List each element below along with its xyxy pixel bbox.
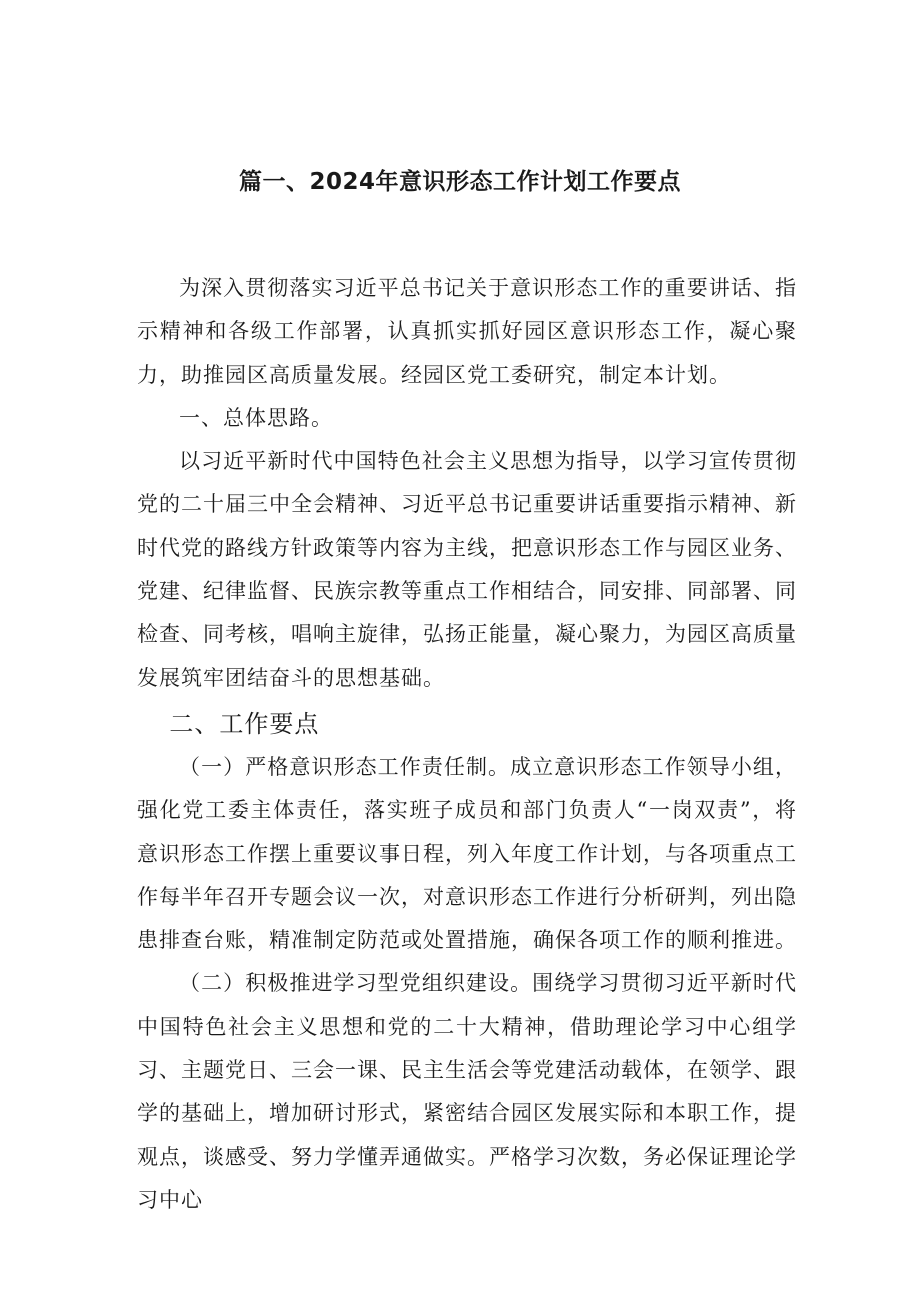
document-title: 篇一、2024年意识形态工作计划工作要点 [238,169,681,195]
work-item-2-paragraph: （二）积极推进学习型党组织建设。围绕学习贯彻习近平新时代中国特色社会主义思想和党的二十大精神，借助理论学习中心组学习、主题党日、三会一课、民主生活会等党建活动载体，在领学、跟学的基础上，增加研讨形式，紧密结合园区发展实际和本职工作，提观点，谈感受、努力学懂弄通做实。严格学习次数，务必保证理论学习中心 [137,971,797,1212]
intro-paragraph: 为深入贯彻落实习近平总书记关于意识形态工作的重要讲话、指示精神和各级工作部署，认真抓实抓好园区意识形态工作，凝心聚力，助推园区高质量发展。经园区党工委研究，制定本计划。 [137,276,797,387]
document-body [137,267,797,1222]
section-1-paragraph: 以习近平新时代中国特色社会主义思想为指导，以学习宣传贯彻党的二十届三中全会精神、习近平总书记重要讲话重要指示精神、新时代党的路线方针政策等内容为主线，把意识形态工作与园区业务、党建、纪律监督、民族宗教等重点工作相结合，同安排、同部署、同检查、同考核，唱响主旋律，弘扬正能量，凝心聚力，为园区高质量发展筑牢团结奋斗的思想基础。 [137,449,797,690]
section-1-heading: 一、总体思路。 [179,405,333,430]
work-item-1-paragraph: （一）严格意识形态工作责任制。成立意识形态工作领导小组，强化党工委主体责任，落实班子成员和部门负责人“一岗双责”，将意识形态工作摆上重要议事日程，列入年度工作计划，与各项重点工作每半年召开专题会议一次，对意识形态工作进行分析研判，列出隐患排查台账，精准制定防范或处置措施，确保各项工作的顺利推进。 [137,754,797,953]
section-2-heading: 二、工作要点 [169,709,320,738]
